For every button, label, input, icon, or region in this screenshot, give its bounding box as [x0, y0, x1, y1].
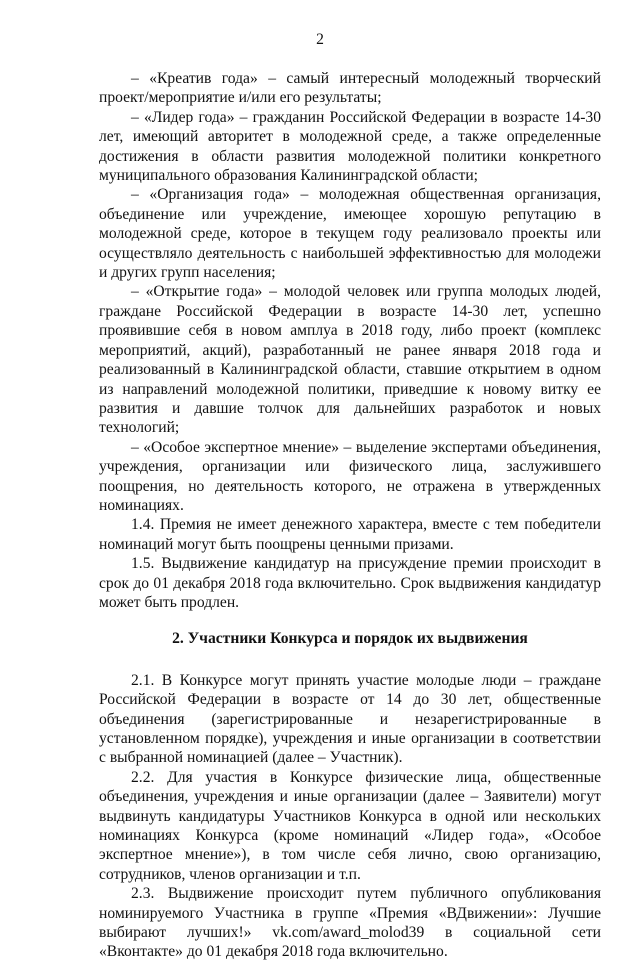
nomination-discovery-of-year: – «Открытие года» – молодой человек или группа молодых людей, граждане Российской Федерации в возрасте 14-30 лет, успешно проявившие себя в новом амплуа в 2018 году, либо проект (комплекс мероприятий, акций), разработанный не ранее января 2018 года и реализованный в Калининградской области, ставшие открытием в одном из направлений молодежной политики, приведшие к новому витку ее развития и давшие толчок для дальнейших разработок и новых технологий; — [99, 283, 601, 437]
section-2-heading: 2. Участники Конкурса и порядок их выдвижения — [172, 630, 528, 648]
document-body — [99, 69, 601, 962]
nomination-leader-of-year: – «Лидер года» – гражданин Российской Федерации в возрасте 14-30 лет, имеющий авторитет в молодежной среде, а также определенные достижения в области развития молодежной политики конкретного муниципального образования Калининградской области; — [99, 108, 601, 185]
clause-2-2: 2.2. Для участия в Конкурсе физические лица, общественные объединения, учреждения и иные организации (далее – Заявители) могут выдвинуть кандидатуры Участников Конкурса в одной или нескольких номинациях Конкурса (кроме номинаций «Лидер года», «Особое экспертное мнение»), в том числе себя лично, свою организацию, сотрудников, членов организации и т.п. — [99, 768, 601, 883]
clause-1-5: 1.5. Выдвижение кандидатур на присуждение премии происходит в срок до 01 декабря 2018 года включительно. Срок выдвижения кандидатур может быть продлен. — [99, 555, 601, 611]
nomination-creative-of-year: – «Креатив года» – самый интересный молодежный творческий проект/мероприятие и/или его результаты; — [99, 70, 601, 107]
clause-2-3: 2.3. Выдвижение происходит путем публичного опубликования номинируемого Участника в группе «Премия «ВДвижении»: Лучшие выбирают лучших!» vk.com/award_molod39 в социальной сети «Вконтакте» до 01 декабря 2018 года включительно. — [99, 885, 601, 961]
clause-1-4: 1.4. Премия не имеет денежного характера, вместе с тем победители номинаций могут быть поощрены ценными призами. — [99, 516, 601, 553]
nomination-organization-of-year: – «Организация года» – молодежная общественная организация, объединение или учреждение, имеющее хорошую репутацию в молодежной среде, которое в текущем году реализовало проекты или осуществляло деятельность с наибольшей эффективностью для молодежи и других групп населения; — [99, 186, 601, 282]
page-number: 2 — [316, 31, 324, 48]
clause-2-1: 2.1. В Конкурсе могут принять участие молодые люди – граждане Российской Федерации в возрасте от 14 до 30 лет, общественные объединения (зарегистрированные и незарегистрированные в установленном порядке), учреждения и иные организации в соответствии с выбранной номинацией (далее – Участник). — [99, 671, 601, 767]
nomination-special-expert-opinion: – «Особое экспертное мнение» – выделение экспертами объединения, учреждения, организации или физического лица, заслужившего поощрения, но деятельность которого, не отражена в утвержденных номинациях. — [99, 438, 601, 514]
